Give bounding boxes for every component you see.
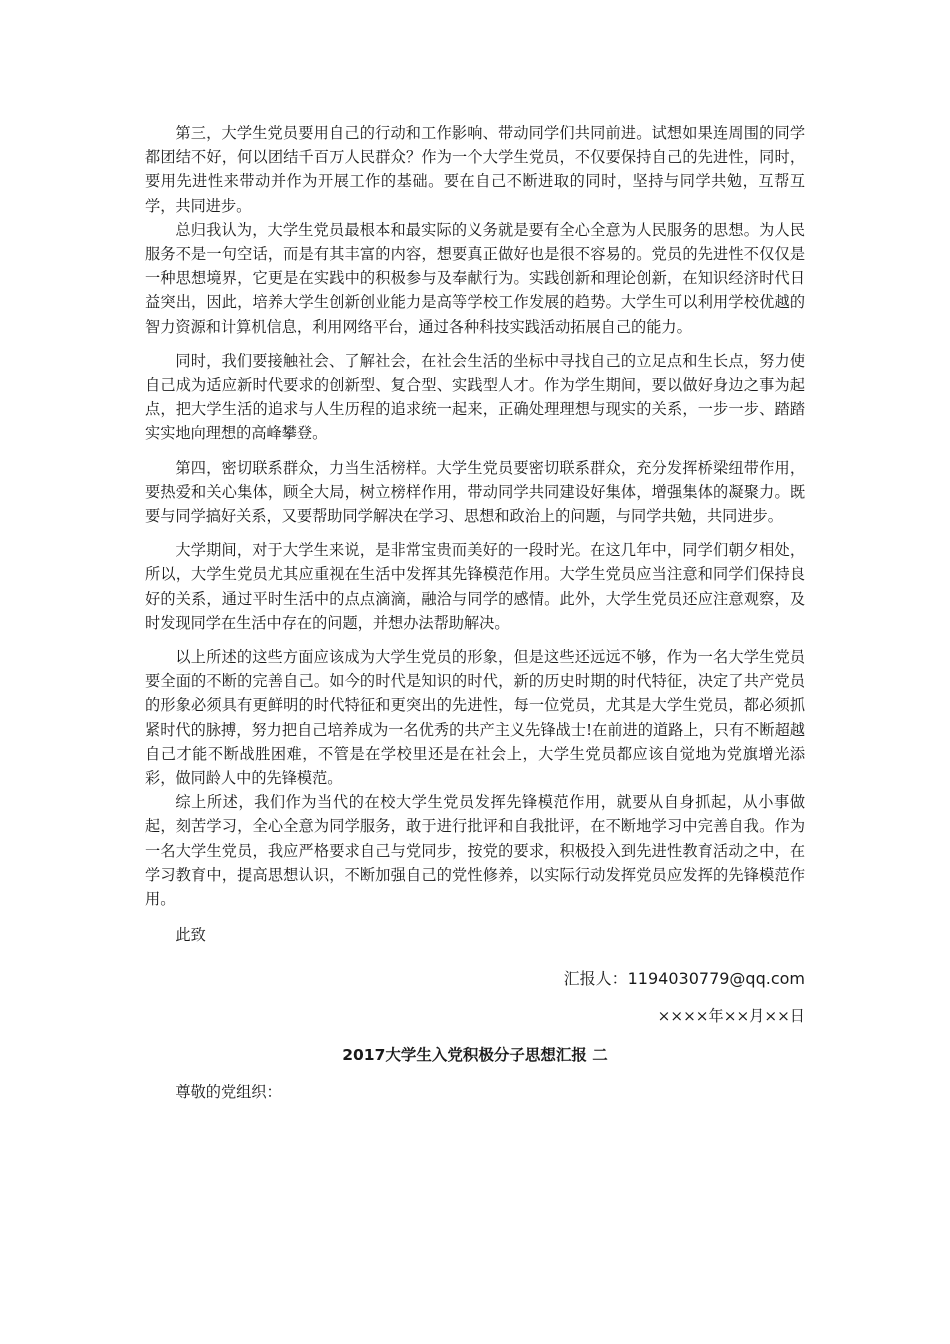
body-paragraph-4: 第四，密切联系群众，力当生活榜样。大学生党员要密切联系群众，充分发挥桥梁纽带作用，要热爱和关心集体，顾全大局，树立榜样作用，带动同学共同建设好集体，增强集体的凝聚力。既要与同学搞好关系，又要帮助同学解决在学习、思想和政治上的问题，与同学共勉，共同进步。: [145, 458, 805, 526]
body-paragraph-2: 总归我认为，大学生党员最根本和最实际的义务就是要有全心全意为人民服务的思想。为人民服务不是一句空话，而是有其丰富的内容，想要真正做好也是很不容易的。党员的先进性不仅仅是一种思想境界，它更是在实践中的积极参与及奉献行为。实践创新和理论创新，在知识经济时代日益突出，因此，培养大学生创新创业能力是高等学校工作发展的趋势。大学生可以利用学校优越的智力资源和计算机信息，利用网络平台，通过各种科技实践活动拓展自己的能力。: [145, 220, 805, 336]
body-paragraph-1: 第三，大学生党员要用自己的行动和工作影响、带动同学们共同前进。试想如果连周围的同学都团结不好，何以团结千百万人民群众？作为一个大学生党员，不仅要保持自己的先进性，同时，要用先进性来带动并作为开展工作的基础。要在自己不断进取的同时，坚持与同学共勉，互帮互学，共同进步。: [145, 124, 805, 215]
salutation: 尊敬的党组织：: [175, 1083, 282, 1102]
body-paragraph-3: 同时，我们要接触社会、了解社会，在社会生活的坐标中寻找自己的立足点和生长点，努力使自己成为适应新时代要求的创新型、复合型、实践型人才。作为学生期间，要以做好身边之事为起点，把大学生活的追求与人生历程的追求统一起来，正确处理理想与现实的关系，一步一步、踏踏实实地向理想的高峰攀登。: [145, 351, 805, 443]
signer-email: 1194030779@qq.com: [627, 969, 805, 989]
heading-title: 大学生入党积极分子思想汇报 二: [385, 1045, 608, 1065]
section-heading: [145, 1042, 805, 1068]
document-page: [145, 121, 805, 1104]
signer-label: 汇报人：: [563, 969, 628, 989]
body-paragraph-7: 综上所述，我们作为当代的在校大学生党员发挥先锋模范作用，就要从自身抓起，从小事做起，刻苦学习，全心全意为同学服务，敢于进行批评和自我批评，在不断地学习中完善自我。作为一名大学生党员，我应严格要求自己与党同步，按党的要求，积极投入到先进性教育活动之中，在学习教育中，提高思想认识，不断加强自己的党性修养，以实际行动发挥党员应发挥的先锋模范作用。: [145, 793, 805, 909]
body-paragraph-6: 以上所述的这些方面应该成为大学生党员的形象，但是这些还远远不够，作为一名大学生党员要全面的不断的完善自己。如今的时代是知识的时代，新的历史时期的时代特征，决定了共产党员的形象必须具有更鲜明的时代特征和更突出的先进性，每一位党员，尤其是大学生党员，都必须抓紧时代的脉搏，努力把自己培养成为一名优秀的共产主义先锋战士!在前进的道路上，只有不断超越自己才能不断战胜困难，不管是在学校里还是在社会上，大学生党员都应该自觉地为党旗增光添彩，做同龄人中的先锋模范。: [145, 648, 805, 788]
signer-line: [145, 967, 805, 991]
body-paragraph-5: 大学期间，对于大学生来说，是非常宝贵而美好的一段时光。在这几年中，同学们朝夕相处，所以，大学生党员尤其应重视在生活中发挥其先锋模范作用。大学生党员应当注意和同学们保持良好的关系，通过平时生活中的点点滴滴，融洽与同学的感情。此外，大学生党员还应注意观察，及时发现同学在生活中存在的问题，并想办法帮助解决。: [145, 541, 805, 632]
closing-phrase: 此致: [175, 926, 206, 945]
heading-year: 2017: [342, 1046, 386, 1065]
report-date: ××××年××月××日: [657, 1007, 805, 1026]
